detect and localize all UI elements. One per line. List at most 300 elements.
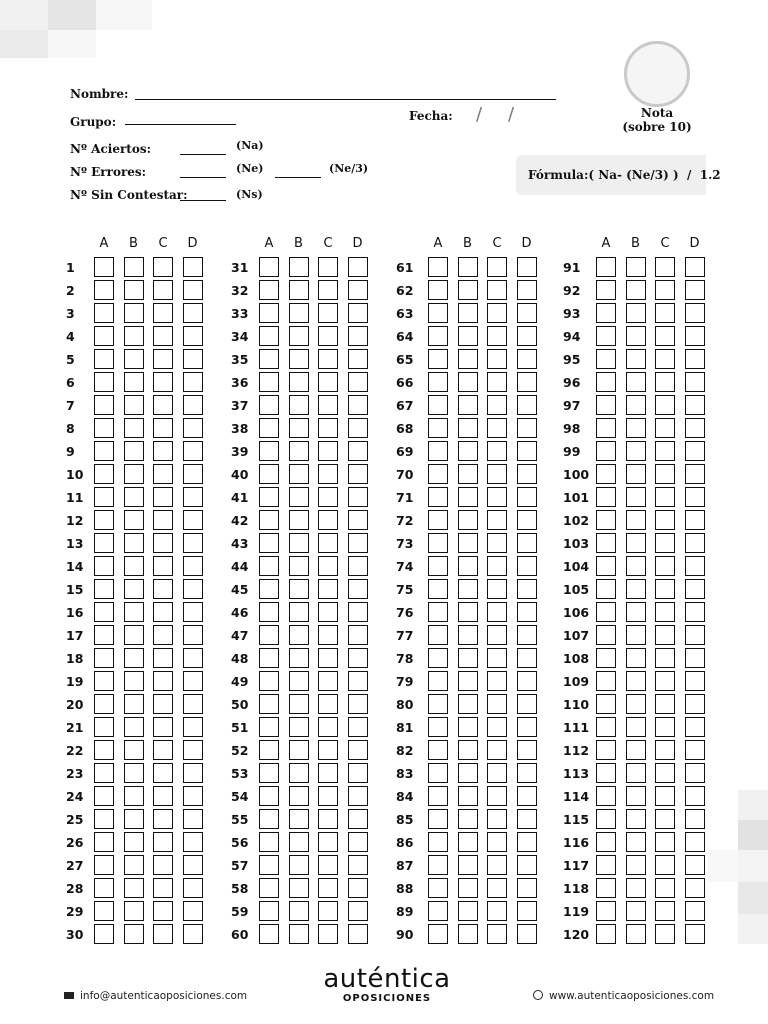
answer-box-d[interactable] — [685, 464, 705, 484]
answer-box-c[interactable] — [153, 832, 173, 852]
answer-box-c[interactable] — [487, 533, 507, 553]
answer-box-b[interactable] — [289, 326, 309, 346]
answer-box-b[interactable] — [289, 395, 309, 415]
answer-box-d[interactable] — [183, 878, 203, 898]
answer-box-b[interactable] — [626, 855, 646, 875]
answer-box-b[interactable] — [626, 418, 646, 438]
answer-box-d[interactable] — [685, 510, 705, 530]
answer-box-c[interactable] — [487, 648, 507, 668]
answer-box-a[interactable] — [596, 418, 616, 438]
answer-box-a[interactable] — [428, 280, 448, 300]
answer-box-b[interactable] — [124, 418, 144, 438]
answer-box-c[interactable] — [655, 717, 675, 737]
answer-box-b[interactable] — [626, 257, 646, 277]
answer-box-a[interactable] — [94, 786, 114, 806]
answer-box-a[interactable] — [596, 349, 616, 369]
answer-box-c[interactable] — [153, 349, 173, 369]
answer-box-c[interactable] — [487, 510, 507, 530]
answer-box-b[interactable] — [289, 349, 309, 369]
answer-box-d[interactable] — [348, 303, 368, 323]
answer-box-b[interactable] — [626, 441, 646, 461]
answer-box-c[interactable] — [153, 579, 173, 599]
answer-box-d[interactable] — [348, 464, 368, 484]
answer-box-b[interactable] — [124, 832, 144, 852]
answer-box-d[interactable] — [685, 556, 705, 576]
answer-box-c[interactable] — [487, 809, 507, 829]
answer-box-c[interactable] — [655, 602, 675, 622]
answer-box-a[interactable] — [596, 441, 616, 461]
answer-box-b[interactable] — [626, 924, 646, 944]
answer-box-a[interactable] — [596, 395, 616, 415]
answer-box-a[interactable] — [259, 694, 279, 714]
answer-box-b[interactable] — [458, 602, 478, 622]
answer-box-c[interactable] — [655, 625, 675, 645]
answer-box-c[interactable] — [318, 671, 338, 691]
answer-box-d[interactable] — [348, 257, 368, 277]
answer-box-d[interactable] — [517, 533, 537, 553]
aciertos-field[interactable] — [180, 154, 226, 155]
answer-box-a[interactable] — [428, 257, 448, 277]
answer-box-c[interactable] — [487, 901, 507, 921]
answer-box-c[interactable] — [487, 349, 507, 369]
answer-box-d[interactable] — [517, 395, 537, 415]
answer-box-d[interactable] — [183, 303, 203, 323]
answer-box-a[interactable] — [94, 303, 114, 323]
answer-box-b[interactable] — [458, 464, 478, 484]
answer-box-b[interactable] — [626, 740, 646, 760]
answer-box-a[interactable] — [94, 326, 114, 346]
answer-box-a[interactable] — [259, 464, 279, 484]
answer-box-a[interactable] — [259, 625, 279, 645]
answer-box-c[interactable] — [153, 809, 173, 829]
answer-box-a[interactable] — [428, 579, 448, 599]
answer-box-c[interactable] — [487, 372, 507, 392]
answer-box-a[interactable] — [259, 257, 279, 277]
answer-box-d[interactable] — [348, 671, 368, 691]
answer-box-a[interactable] — [259, 924, 279, 944]
answer-box-b[interactable] — [289, 372, 309, 392]
answer-box-c[interactable] — [153, 602, 173, 622]
answer-box-d[interactable] — [183, 740, 203, 760]
answer-box-b[interactable] — [124, 280, 144, 300]
answer-box-b[interactable] — [289, 510, 309, 530]
answer-box-d[interactable] — [183, 832, 203, 852]
answer-box-a[interactable] — [94, 855, 114, 875]
answer-box-a[interactable] — [94, 671, 114, 691]
answer-box-d[interactable] — [685, 671, 705, 691]
answer-box-b[interactable] — [626, 487, 646, 507]
answer-box-b[interactable] — [626, 510, 646, 530]
answer-box-b[interactable] — [289, 855, 309, 875]
answer-box-a[interactable] — [596, 878, 616, 898]
answer-box-a[interactable] — [259, 809, 279, 829]
answer-box-c[interactable] — [487, 464, 507, 484]
answer-box-b[interactable] — [626, 280, 646, 300]
answer-box-d[interactable] — [183, 510, 203, 530]
answer-box-d[interactable] — [685, 602, 705, 622]
answer-box-b[interactable] — [458, 372, 478, 392]
answer-box-d[interactable] — [685, 901, 705, 921]
answer-box-b[interactable] — [289, 648, 309, 668]
answer-box-a[interactable] — [259, 533, 279, 553]
answer-box-d[interactable] — [517, 717, 537, 737]
answer-box-b[interactable] — [289, 487, 309, 507]
answer-box-c[interactable] — [655, 418, 675, 438]
answer-box-c[interactable] — [153, 464, 173, 484]
answer-box-a[interactable] — [596, 717, 616, 737]
answer-box-c[interactable] — [153, 878, 173, 898]
answer-box-a[interactable] — [94, 694, 114, 714]
answer-box-d[interactable] — [685, 533, 705, 553]
answer-box-c[interactable] — [318, 464, 338, 484]
answer-box-d[interactable] — [348, 326, 368, 346]
answer-box-c[interactable] — [487, 763, 507, 783]
answer-box-d[interactable] — [348, 855, 368, 875]
answer-box-d[interactable] — [685, 441, 705, 461]
answer-box-c[interactable] — [487, 487, 507, 507]
answer-box-c[interactable] — [153, 510, 173, 530]
answer-box-a[interactable] — [94, 809, 114, 829]
answer-box-d[interactable] — [183, 694, 203, 714]
answer-box-b[interactable] — [626, 602, 646, 622]
answer-box-b[interactable] — [626, 786, 646, 806]
answer-box-c[interactable] — [655, 280, 675, 300]
answer-box-c[interactable] — [153, 671, 173, 691]
answer-box-d[interactable] — [183, 671, 203, 691]
answer-box-b[interactable] — [124, 602, 144, 622]
answer-box-b[interactable] — [289, 763, 309, 783]
answer-box-b[interactable] — [124, 487, 144, 507]
answer-box-c[interactable] — [487, 395, 507, 415]
answer-box-d[interactable] — [348, 280, 368, 300]
answer-box-c[interactable] — [655, 924, 675, 944]
answer-box-c[interactable] — [655, 809, 675, 829]
answer-box-c[interactable] — [655, 533, 675, 553]
answer-box-b[interactable] — [289, 579, 309, 599]
answer-box-b[interactable] — [626, 464, 646, 484]
answer-box-b[interactable] — [626, 349, 646, 369]
answer-box-d[interactable] — [685, 625, 705, 645]
answer-box-c[interactable] — [153, 924, 173, 944]
answer-box-d[interactable] — [348, 418, 368, 438]
answer-box-a[interactable] — [596, 832, 616, 852]
answer-box-c[interactable] — [318, 579, 338, 599]
answer-box-a[interactable] — [259, 855, 279, 875]
answer-box-a[interactable] — [94, 602, 114, 622]
answer-box-d[interactable] — [348, 809, 368, 829]
answer-box-a[interactable] — [428, 648, 448, 668]
answer-box-a[interactable] — [596, 487, 616, 507]
answer-box-a[interactable] — [596, 280, 616, 300]
answer-box-c[interactable] — [655, 464, 675, 484]
answer-box-d[interactable] — [685, 855, 705, 875]
answer-box-a[interactable] — [259, 487, 279, 507]
answer-box-d[interactable] — [685, 878, 705, 898]
answer-box-a[interactable] — [259, 878, 279, 898]
answer-box-b[interactable] — [458, 809, 478, 829]
answer-box-a[interactable] — [596, 809, 616, 829]
answer-box-b[interactable] — [124, 694, 144, 714]
answer-box-d[interactable] — [183, 579, 203, 599]
answer-box-a[interactable] — [428, 763, 448, 783]
answer-box-d[interactable] — [183, 395, 203, 415]
answer-box-d[interactable] — [517, 671, 537, 691]
answer-box-c[interactable] — [153, 786, 173, 806]
answer-box-a[interactable] — [94, 717, 114, 737]
answer-box-c[interactable] — [153, 395, 173, 415]
answer-box-b[interactable] — [289, 556, 309, 576]
answer-box-a[interactable] — [596, 556, 616, 576]
answer-box-c[interactable] — [655, 349, 675, 369]
answer-box-b[interactable] — [626, 579, 646, 599]
answer-box-a[interactable] — [94, 349, 114, 369]
answer-box-b[interactable] — [458, 533, 478, 553]
answer-box-a[interactable] — [596, 533, 616, 553]
answer-box-b[interactable] — [626, 671, 646, 691]
answer-box-a[interactable] — [596, 372, 616, 392]
answer-box-c[interactable] — [655, 556, 675, 576]
answer-box-c[interactable] — [655, 257, 675, 277]
answer-box-c[interactable] — [318, 349, 338, 369]
answer-box-c[interactable] — [318, 441, 338, 461]
answer-box-c[interactable] — [655, 303, 675, 323]
answer-box-a[interactable] — [259, 395, 279, 415]
answer-box-d[interactable] — [183, 441, 203, 461]
answer-box-b[interactable] — [458, 901, 478, 921]
answer-box-c[interactable] — [318, 809, 338, 829]
answer-box-d[interactable] — [348, 924, 368, 944]
answer-box-a[interactable] — [259, 901, 279, 921]
answer-box-b[interactable] — [289, 924, 309, 944]
answer-box-b[interactable] — [458, 625, 478, 645]
answer-box-a[interactable] — [94, 510, 114, 530]
answer-box-a[interactable] — [596, 648, 616, 668]
answer-box-c[interactable] — [318, 855, 338, 875]
answer-box-b[interactable] — [289, 694, 309, 714]
answer-box-a[interactable] — [259, 556, 279, 576]
answer-box-a[interactable] — [596, 326, 616, 346]
answer-box-c[interactable] — [153, 303, 173, 323]
answer-box-d[interactable] — [517, 349, 537, 369]
nombre-field[interactable] — [135, 99, 556, 100]
answer-box-d[interactable] — [183, 533, 203, 553]
answer-box-d[interactable] — [517, 648, 537, 668]
answer-box-a[interactable] — [428, 303, 448, 323]
answer-box-a[interactable] — [596, 763, 616, 783]
answer-box-c[interactable] — [153, 441, 173, 461]
answer-box-d[interactable] — [348, 349, 368, 369]
answer-box-a[interactable] — [259, 832, 279, 852]
answer-box-a[interactable] — [94, 280, 114, 300]
answer-box-b[interactable] — [458, 855, 478, 875]
answer-box-b[interactable] — [289, 303, 309, 323]
answer-box-d[interactable] — [685, 579, 705, 599]
answer-box-b[interactable] — [458, 395, 478, 415]
answer-box-d[interactable] — [517, 832, 537, 852]
answer-box-c[interactable] — [318, 395, 338, 415]
answer-box-d[interactable] — [517, 326, 537, 346]
answer-box-c[interactable] — [153, 694, 173, 714]
answer-box-b[interactable] — [124, 878, 144, 898]
answer-box-c[interactable] — [487, 855, 507, 875]
answer-box-c[interactable] — [487, 556, 507, 576]
answer-box-b[interactable] — [124, 441, 144, 461]
answer-box-d[interactable] — [348, 832, 368, 852]
answer-box-b[interactable] — [289, 671, 309, 691]
answer-box-a[interactable] — [596, 694, 616, 714]
answer-box-d[interactable] — [183, 763, 203, 783]
answer-box-a[interactable] — [259, 763, 279, 783]
answer-box-c[interactable] — [153, 533, 173, 553]
answer-box-c[interactable] — [655, 901, 675, 921]
answer-box-b[interactable] — [289, 441, 309, 461]
answer-box-b[interactable] — [626, 878, 646, 898]
answer-box-a[interactable] — [596, 303, 616, 323]
answer-box-d[interactable] — [183, 786, 203, 806]
answer-box-b[interactable] — [626, 763, 646, 783]
answer-box-a[interactable] — [428, 625, 448, 645]
answer-box-c[interactable] — [153, 418, 173, 438]
answer-box-b[interactable] — [289, 625, 309, 645]
answer-box-b[interactable] — [458, 280, 478, 300]
answer-box-d[interactable] — [348, 556, 368, 576]
answer-box-c[interactable] — [655, 441, 675, 461]
answer-box-a[interactable] — [428, 441, 448, 461]
answer-box-d[interactable] — [517, 625, 537, 645]
answer-box-b[interactable] — [289, 740, 309, 760]
answer-box-d[interactable] — [348, 786, 368, 806]
answer-box-d[interactable] — [183, 855, 203, 875]
answer-box-b[interactable] — [124, 671, 144, 691]
answer-box-b[interactable] — [289, 418, 309, 438]
answer-box-a[interactable] — [94, 625, 114, 645]
answer-box-b[interactable] — [626, 648, 646, 668]
answer-box-a[interactable] — [259, 441, 279, 461]
answer-box-c[interactable] — [487, 625, 507, 645]
answer-box-b[interactable] — [458, 763, 478, 783]
answer-box-c[interactable] — [487, 717, 507, 737]
answer-box-a[interactable] — [596, 579, 616, 599]
answer-box-c[interactable] — [655, 372, 675, 392]
answer-box-a[interactable] — [259, 786, 279, 806]
grupo-field[interactable] — [125, 124, 236, 125]
answer-box-d[interactable] — [517, 372, 537, 392]
answer-box-b[interactable] — [458, 349, 478, 369]
answer-box-d[interactable] — [183, 349, 203, 369]
answer-box-a[interactable] — [428, 326, 448, 346]
nota-circle[interactable] — [624, 41, 690, 107]
answer-box-c[interactable] — [153, 648, 173, 668]
answer-box-a[interactable] — [428, 671, 448, 691]
answer-box-a[interactable] — [94, 832, 114, 852]
answer-box-a[interactable] — [428, 740, 448, 760]
answer-box-b[interactable] — [626, 809, 646, 829]
answer-box-a[interactable] — [94, 464, 114, 484]
answer-box-d[interactable] — [183, 326, 203, 346]
answer-box-b[interactable] — [124, 717, 144, 737]
answer-box-a[interactable] — [259, 510, 279, 530]
answer-box-b[interactable] — [458, 832, 478, 852]
answer-box-a[interactable] — [428, 694, 448, 714]
answer-box-d[interactable] — [348, 372, 368, 392]
answer-box-b[interactable] — [458, 556, 478, 576]
answer-box-a[interactable] — [596, 740, 616, 760]
answer-box-a[interactable] — [428, 349, 448, 369]
answer-box-c[interactable] — [318, 326, 338, 346]
answer-box-c[interactable] — [153, 280, 173, 300]
answer-box-b[interactable] — [289, 809, 309, 829]
answer-box-b[interactable] — [124, 579, 144, 599]
answer-box-b[interactable] — [458, 487, 478, 507]
answer-box-b[interactable] — [124, 556, 144, 576]
answer-box-a[interactable] — [428, 878, 448, 898]
answer-box-a[interactable] — [428, 510, 448, 530]
answer-box-a[interactable] — [94, 740, 114, 760]
answer-box-a[interactable] — [259, 602, 279, 622]
answer-box-b[interactable] — [124, 786, 144, 806]
answer-box-d[interactable] — [517, 487, 537, 507]
answer-box-c[interactable] — [153, 717, 173, 737]
answer-box-a[interactable] — [94, 395, 114, 415]
answer-box-d[interactable] — [183, 924, 203, 944]
answer-box-d[interactable] — [685, 349, 705, 369]
answer-box-b[interactable] — [124, 901, 144, 921]
answer-box-d[interactable] — [183, 809, 203, 829]
answer-box-d[interactable] — [348, 579, 368, 599]
answer-box-a[interactable] — [259, 326, 279, 346]
answer-box-d[interactable] — [517, 510, 537, 530]
answer-box-c[interactable] — [153, 556, 173, 576]
answer-box-a[interactable] — [596, 510, 616, 530]
answer-box-d[interactable] — [517, 602, 537, 622]
answer-box-d[interactable] — [517, 763, 537, 783]
answer-box-c[interactable] — [487, 671, 507, 691]
answer-box-d[interactable] — [685, 832, 705, 852]
answer-box-a[interactable] — [94, 418, 114, 438]
answer-box-b[interactable] — [458, 648, 478, 668]
answer-box-a[interactable] — [94, 441, 114, 461]
answer-box-c[interactable] — [655, 855, 675, 875]
answer-box-b[interactable] — [289, 901, 309, 921]
answer-box-b[interactable] — [458, 740, 478, 760]
answer-box-c[interactable] — [153, 901, 173, 921]
answer-box-d[interactable] — [685, 786, 705, 806]
answer-box-c[interactable] — [318, 487, 338, 507]
answer-box-a[interactable] — [428, 533, 448, 553]
answer-box-a[interactable] — [428, 786, 448, 806]
answer-box-b[interactable] — [124, 303, 144, 323]
answer-box-c[interactable] — [153, 763, 173, 783]
answer-box-c[interactable] — [487, 441, 507, 461]
answer-box-c[interactable] — [318, 694, 338, 714]
answer-box-b[interactable] — [124, 625, 144, 645]
answer-box-a[interactable] — [428, 602, 448, 622]
answer-box-d[interactable] — [517, 901, 537, 921]
answer-box-d[interactable] — [348, 510, 368, 530]
answer-box-a[interactable] — [428, 418, 448, 438]
answer-box-b[interactable] — [458, 257, 478, 277]
answer-box-b[interactable] — [124, 395, 144, 415]
answer-box-d[interactable] — [517, 924, 537, 944]
answer-box-c[interactable] — [487, 257, 507, 277]
answer-box-d[interactable] — [348, 763, 368, 783]
answer-box-d[interactable] — [517, 280, 537, 300]
answer-box-b[interactable] — [626, 717, 646, 737]
answer-box-b[interactable] — [289, 602, 309, 622]
answer-box-c[interactable] — [153, 855, 173, 875]
answer-box-d[interactable] — [183, 602, 203, 622]
answer-box-a[interactable] — [596, 924, 616, 944]
